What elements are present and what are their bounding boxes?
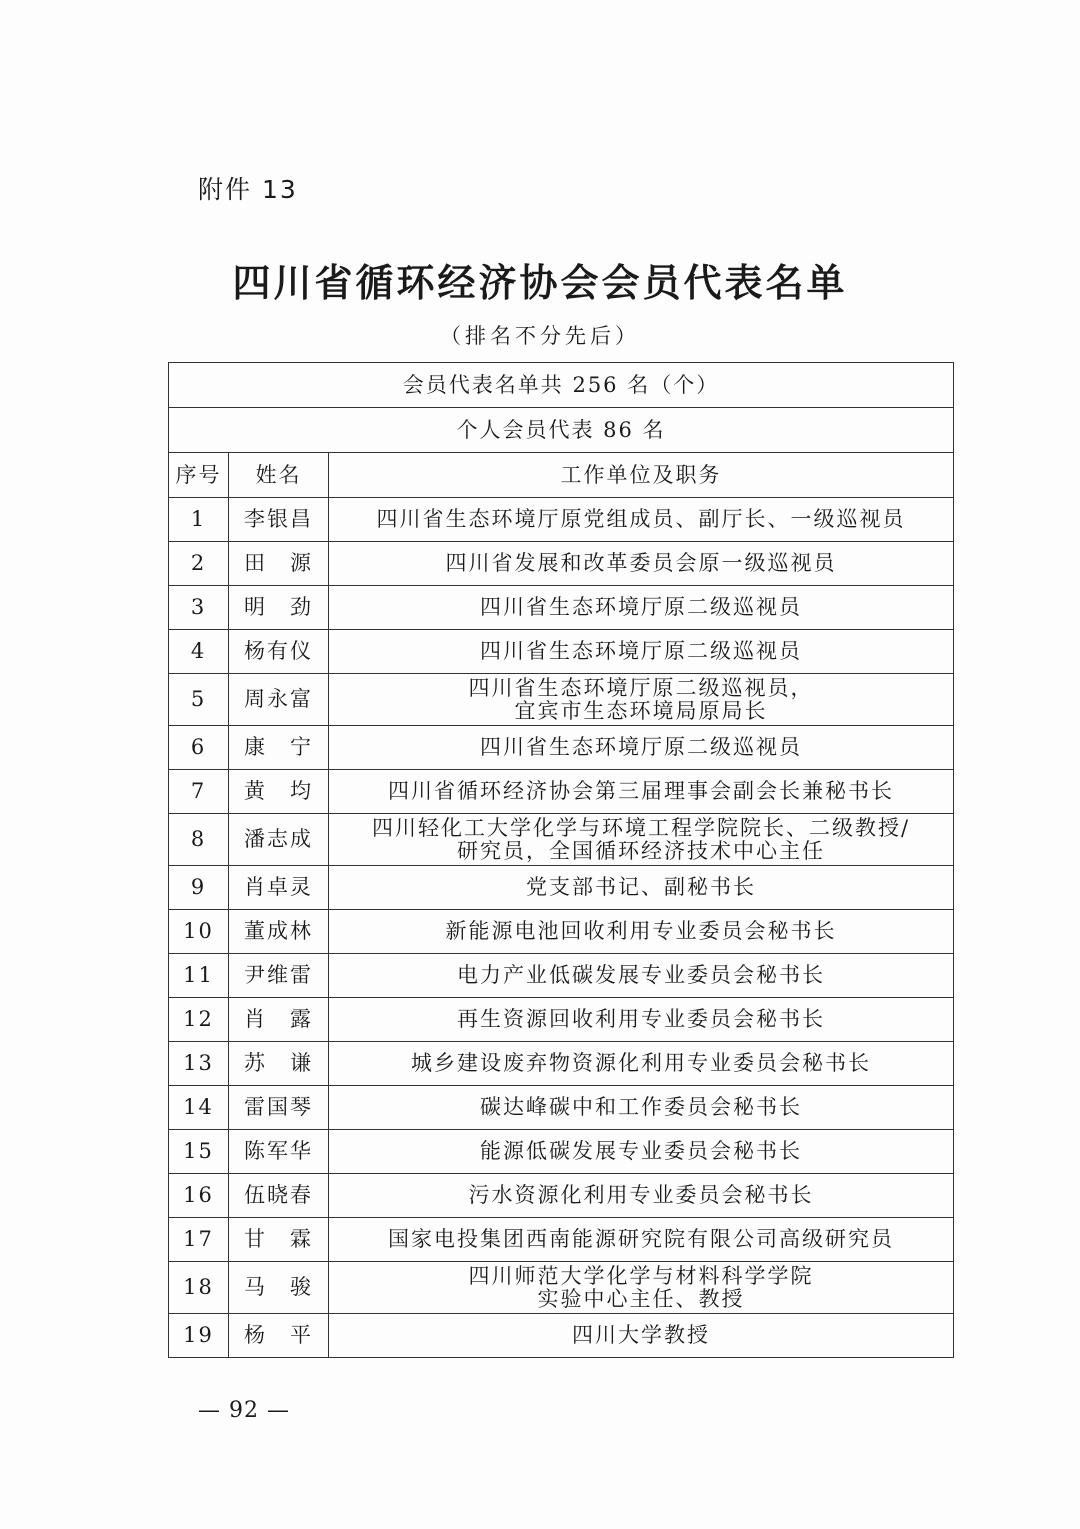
table-row (169, 998, 954, 1042)
section-banner-row (169, 408, 954, 453)
cell-name: 陈军华 (229, 1130, 329, 1174)
cell-name: 伍晓春 (229, 1174, 329, 1218)
cell-name: 董成林 (229, 910, 329, 954)
cell-number: 7 (169, 770, 229, 814)
cell-unit: 再生资源回收利用专业委员会秘书长 (329, 998, 954, 1042)
cell-unit: 四川省生态环境厅原党组成员、副厅长、一级巡视员 (329, 498, 954, 542)
attachment-label: 附件 13 (198, 175, 298, 204)
table-row (169, 1218, 954, 1262)
cell-unit: 四川师范大学化学与材料科学学院 实验中心主任、教授 (329, 1262, 954, 1314)
cell-unit: 四川省生态环境厅原二级巡视员 (329, 726, 954, 770)
cell-number: 5 (169, 674, 229, 726)
cell-name: 明 劲 (229, 586, 329, 630)
cell-number: 8 (169, 814, 229, 866)
table-row (169, 630, 954, 674)
cell-unit: 四川省生态环境厅原二级巡视员， 宜宾市生态环境局原局长 (329, 674, 954, 726)
table-row (169, 814, 954, 866)
table-row (169, 542, 954, 586)
table-row (169, 1314, 954, 1358)
cell-name: 杨有仪 (229, 630, 329, 674)
cell-number: 2 (169, 542, 229, 586)
table-row (169, 726, 954, 770)
cell-unit: 城乡建设废弃物资源化利用专业委员会秘书长 (329, 1042, 954, 1086)
table-row (169, 498, 954, 542)
cell-name: 李银昌 (229, 498, 329, 542)
table-row (169, 1174, 954, 1218)
cell-name: 康 宁 (229, 726, 329, 770)
page-number: — 92 — (198, 1398, 290, 1423)
cell-number: 14 (169, 1086, 229, 1130)
cell-number: 4 (169, 630, 229, 674)
cell-number: 11 (169, 954, 229, 998)
header-number: 序号 (169, 453, 229, 498)
cell-number: 6 (169, 726, 229, 770)
cell-number: 15 (169, 1130, 229, 1174)
cell-number: 3 (169, 586, 229, 630)
cell-unit: 党支部书记、副秘书长 (329, 866, 954, 910)
cell-name: 甘 霖 (229, 1218, 329, 1262)
cell-unit: 国家电投集团西南能源研究院有限公司高级研究员 (329, 1218, 954, 1262)
cell-unit: 新能源电池回收利用专业委员会秘书长 (329, 910, 954, 954)
cell-unit: 四川省发展和改革委员会原一级巡视员 (329, 542, 954, 586)
cell-number: 16 (169, 1174, 229, 1218)
cell-unit: 电力产业低碳发展专业委员会秘书长 (329, 954, 954, 998)
cell-name: 杨 平 (229, 1314, 329, 1358)
table-row (169, 1042, 954, 1086)
cell-number: 12 (169, 998, 229, 1042)
table-row (169, 1086, 954, 1130)
cell-name: 马 骏 (229, 1262, 329, 1314)
cell-number: 18 (169, 1262, 229, 1314)
cell-name: 尹维雷 (229, 954, 329, 998)
header-name: 姓名 (229, 453, 329, 498)
cell-number: 13 (169, 1042, 229, 1086)
cell-unit: 污水资源化利用专业委员会秘书长 (329, 1174, 954, 1218)
cell-number: 9 (169, 866, 229, 910)
table-row (169, 674, 954, 726)
cell-name: 周永富 (229, 674, 329, 726)
cell-unit: 能源低碳发展专业委员会秘书长 (329, 1130, 954, 1174)
table-row (169, 770, 954, 814)
cell-unit: 碳达峰碳中和工作委员会秘书长 (329, 1086, 954, 1130)
cell-number: 1 (169, 498, 229, 542)
member-table (168, 362, 954, 1358)
cell-name: 黄 均 (229, 770, 329, 814)
header-unit: 工作单位及职务 (329, 453, 954, 498)
cell-unit: 四川轻化工大学化学与环境工程学院院长、二级教授/ 研究员，全国循环经济技术中心主任 (329, 814, 954, 866)
page-subtitle: （排名不分先后） (440, 324, 640, 348)
cell-unit: 四川大学教授 (329, 1314, 954, 1358)
table-row (169, 866, 954, 910)
cell-name: 田 源 (229, 542, 329, 586)
cell-name: 肖卓灵 (229, 866, 329, 910)
cell-unit: 四川省循环经济协会第三届理事会副会长兼秘书长 (329, 770, 954, 814)
table-header-row (169, 453, 954, 498)
cell-number: 19 (169, 1314, 229, 1358)
table-row (169, 1130, 954, 1174)
table-row (169, 954, 954, 998)
total-banner-row (169, 363, 954, 408)
cell-number: 10 (169, 910, 229, 954)
cell-unit: 四川省生态环境厅原二级巡视员 (329, 630, 954, 674)
cell-name: 雷国琴 (229, 1086, 329, 1130)
table-row (169, 910, 954, 954)
cell-name: 苏 谦 (229, 1042, 329, 1086)
table-row (169, 1262, 954, 1314)
cell-number: 17 (169, 1218, 229, 1262)
cell-unit: 四川省生态环境厅原二级巡视员 (329, 586, 954, 630)
cell-name: 肖 露 (229, 998, 329, 1042)
table-row (169, 586, 954, 630)
page-title: 四川省循环经济协会会员代表名单 (232, 261, 848, 305)
cell-name: 潘志成 (229, 814, 329, 866)
total-banner: 会员代表名单共 256 名（个） (169, 363, 954, 408)
section-banner: 个人会员代表 86 名 (169, 408, 954, 453)
